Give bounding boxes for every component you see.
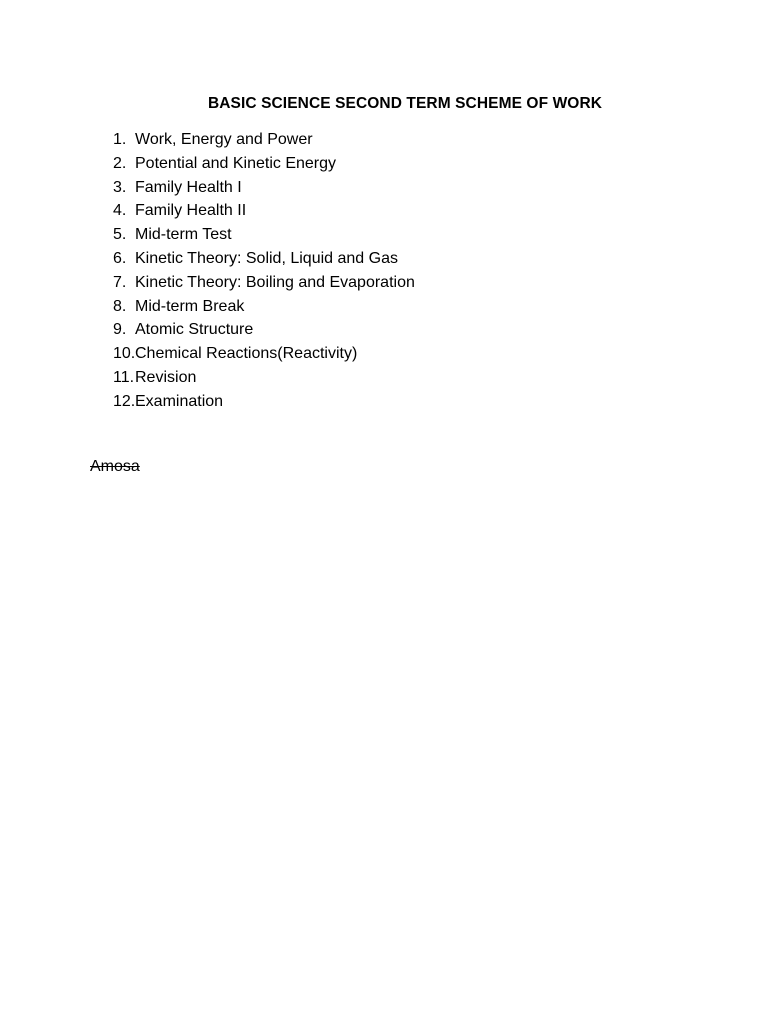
topic-number: 8. [113,297,127,315]
topic-number: 9. [113,321,127,339]
topic-text: Examination [135,392,224,410]
topic-number: 7. [113,273,127,291]
topic-item [113,152,415,176]
topic-item [113,199,415,223]
topic-number: 1. [113,131,127,148]
topic-text: Family Health II [135,202,247,220]
document-title: BASIC SCIENCE SECOND TERM SCHEME OF WORK [207,95,603,112]
topic-number: 10. [113,345,136,363]
topic-text: Family Health I [135,178,242,196]
topic-item [113,128,415,152]
topic-number: 6. [113,249,127,267]
topic-text: Kinetic Theory: Boiling and Evaporation [135,273,415,291]
topic-item [113,318,415,342]
topic-text: Mid-term Break [135,297,245,315]
topic-list [113,128,415,414]
topic-item [113,366,415,390]
topic-item [113,271,415,295]
topic-item [113,176,415,200]
topic-number: 2. [113,154,127,172]
topic-text: Work, Energy and Power [135,131,313,148]
topic-text: Mid-term Test [135,226,232,244]
topic-item [113,390,415,414]
topic-item [113,247,415,271]
topic-number: 4. [113,202,127,220]
topic-number: 11. [113,368,135,386]
topic-text: Revision [135,368,197,386]
topic-text: Atomic Structure [135,321,254,339]
topic-number: 5. [113,226,127,244]
topic-text: Chemical Reactions(Reactivity) [135,345,358,363]
topic-text: Potential and Kinetic Energy [135,154,337,172]
topic-text: Kinetic Theory: Solid, Liquid and Gas [135,249,398,267]
topic-item [113,223,415,247]
topic-number: 3. [113,178,127,196]
signature-text: Amosa [90,458,140,475]
topic-item [113,342,415,366]
topic-number: 12. [113,392,136,410]
topic-item [113,295,415,319]
